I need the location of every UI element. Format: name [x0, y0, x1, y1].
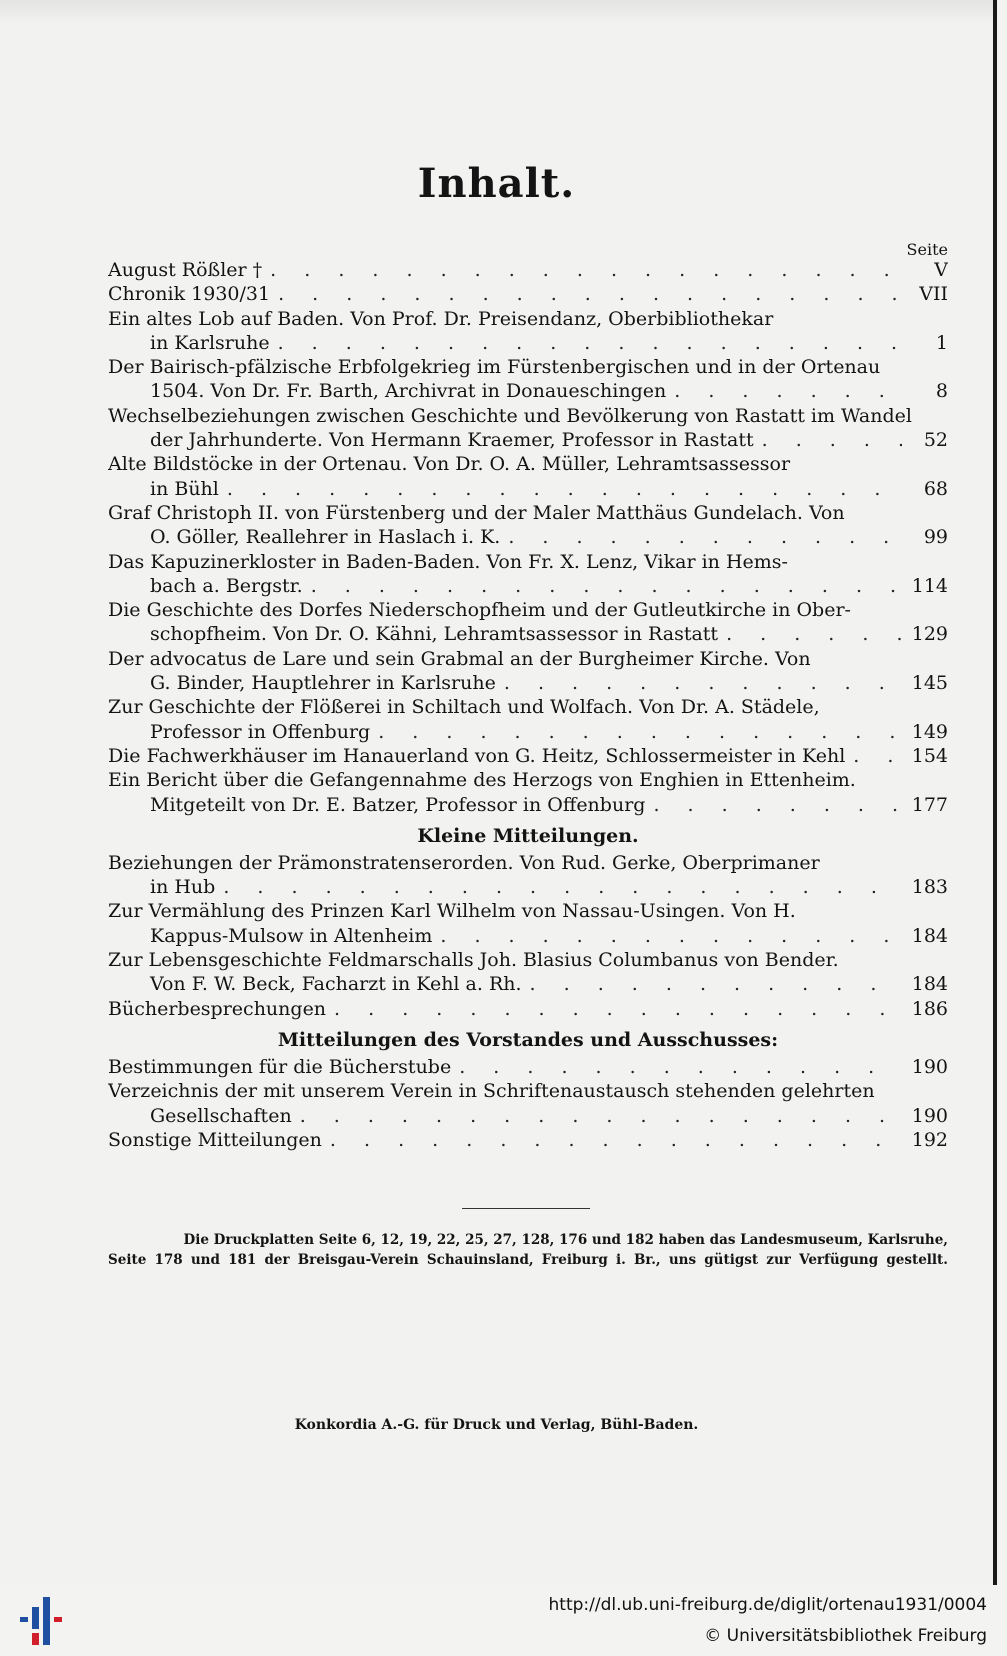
toc-entry — [108, 598, 948, 647]
leader-dots — [432, 924, 902, 948]
toc-page-number: V — [934, 259, 948, 281]
toc-entry-text: Wechselbeziehungen zwischen Geschichte und Bevölkerung von Rastatt im Wandel — [108, 404, 912, 427]
toc-entry-line — [108, 622, 948, 646]
footnote-word: Br., — [633, 1252, 661, 1268]
toc-entry-text: Zur Vermählung des Prinzen Karl Wilhelm von Nassau-Usingen. Von H. — [108, 900, 796, 923]
leader-dots — [270, 282, 902, 306]
source-url-link[interactable]: http://dl.ub.uni-freiburg.de/diglit/ortenau1931/0004 — [548, 1595, 987, 1615]
toc-entry-text: Professor in Offenburg — [150, 720, 371, 743]
footnote-word: gütigst — [704, 1252, 759, 1268]
footnote-word: Verfügung — [799, 1252, 879, 1268]
toc-entry — [108, 404, 948, 453]
toc-entry-text: Ein altes Lob auf Baden. Von Prof. Dr. Preisendanz, Oberbibliothekar — [108, 307, 774, 330]
toc-entry-line — [108, 972, 948, 996]
footnote-word: Schauinsland, — [426, 1252, 534, 1268]
toc-entry-text: Bestimmungen für die Bücherstube — [108, 1055, 452, 1078]
toc-entry — [108, 355, 948, 404]
toc-page-number: 154 — [911, 744, 948, 767]
toc-entry-line — [108, 307, 948, 331]
toc-entry-text: Sonstige Mitteilungen — [108, 1128, 322, 1151]
toc-entry-text: Bücherbesprechungen — [108, 997, 327, 1020]
toc-entry — [108, 501, 948, 550]
toc-entry — [108, 744, 948, 768]
toc-entry — [108, 1079, 948, 1128]
leader-dots — [666, 379, 902, 403]
footnote-word: zur — [766, 1252, 791, 1268]
toc-entry-text: Das Kapuzinerkloster in Baden-Baden. Von Fr. X. Lenz, Vikar in Hems- — [108, 550, 788, 573]
toc-entry-line — [108, 1055, 948, 1079]
toc-entry-text: Die Geschichte des Dorfes Niederschopfheim und der Gutleutkirche in Ober- — [108, 599, 851, 622]
footnote-word: Breisgau-Verein — [297, 1252, 419, 1268]
copyright-notice: © Universitätsbibliothek Freiburg — [704, 1626, 987, 1646]
leader-dots — [370, 720, 902, 744]
toc-entry-text: Kappus-Mulsow in Altenheim — [150, 924, 433, 947]
leader-dots — [292, 1104, 902, 1128]
toc-entry-line — [108, 477, 948, 501]
toc-entry-line — [108, 428, 948, 452]
footnote-word: 178 — [154, 1252, 183, 1268]
toc-entry-text: O. Göller, Reallehrer in Haslach i. K. — [150, 526, 501, 549]
toc-entry — [108, 851, 948, 900]
toc-entry-line — [108, 924, 948, 948]
toc-page-number: 68 — [923, 477, 948, 500]
toc-page-number: 184 — [911, 973, 948, 996]
toc-entry-line — [108, 671, 948, 695]
toc-entry-text: in Bühl — [150, 477, 219, 500]
toc-entry-text: Chronik 1930/31 — [108, 283, 271, 306]
toc-entry — [108, 258, 948, 282]
toc-entry-line — [108, 695, 948, 719]
toc-entry-text: Graf Christoph II. von Fürstenberg und der Maler Matthäus Gundelach. Von — [108, 501, 845, 524]
toc-entry-text: Zur Geschichte der Flößerei in Schiltach und Wolfach. Von Dr. A. Städele, — [108, 696, 820, 719]
leader-dots — [754, 428, 902, 452]
page-title: Inhalt. — [417, 160, 576, 207]
toc-entry-text: G. Binder, Hauptlehrer in Karlsruhe — [150, 672, 496, 695]
toc-entry-line — [108, 404, 948, 428]
toc-page-number: 145 — [911, 672, 948, 695]
toc-entry-text: schopfheim. Von Dr. O. Kähni, Lehramtsassessor in Rastatt — [150, 623, 719, 646]
toc-entry-text: Gesellschaften — [150, 1104, 292, 1127]
leader-dots — [326, 997, 902, 1021]
toc-entry-text: Ein Bericht über die Gefangennahme des Herzogs von Enghien in Ettenheim. — [108, 769, 856, 792]
toc-page-number: 1 — [935, 331, 948, 354]
toc-entry-line — [108, 501, 948, 525]
toc-entry-line — [108, 379, 948, 403]
toc-page-number: 52 — [923, 429, 948, 452]
toc-entry-line — [108, 720, 948, 744]
toc-entry-line — [108, 1079, 948, 1103]
toc-entry-line — [108, 258, 948, 282]
toc-entry-line — [108, 355, 948, 379]
toc-page-number: 190 — [911, 1104, 948, 1127]
leader-dots — [645, 793, 902, 817]
leader-dots — [718, 622, 902, 646]
leader-dots — [500, 525, 902, 549]
toc-entry-line — [108, 1104, 948, 1128]
toc-entry-text: Zur Lebensgeschichte Feldmarschalls Joh. Blasius Columbanus von Bender. — [108, 949, 839, 972]
footnote-word: 181 — [228, 1252, 257, 1268]
toc-entry-line — [108, 331, 948, 355]
small-entries — [108, 851, 948, 1021]
toc-page-number: 177 — [911, 793, 948, 816]
footnote-line-1: Die Druckplatten Seite 6, 12, 19, 22, 25, 27, 128, 176 und 182 haben das Landesmuseum, Karlsruhe, — [183, 1232, 948, 1248]
toc-entry-text: in Hub — [150, 876, 216, 899]
footnote-word: Seite — [108, 1252, 147, 1268]
footnote-word: der — [264, 1252, 290, 1268]
leader-dots — [303, 574, 902, 598]
leader-dots — [215, 875, 902, 899]
toc-entry — [108, 768, 948, 817]
toc-entry-line — [108, 875, 948, 899]
toc-entry — [108, 550, 948, 599]
page-top-shade — [0, 0, 993, 24]
leader-dots — [522, 972, 902, 996]
toc-entry-line — [108, 793, 948, 817]
toc-entry — [108, 997, 948, 1021]
leader-dots — [845, 744, 902, 768]
toc-entry-line — [108, 948, 948, 972]
toc-entry-text: bach a. Bergstr. — [150, 574, 303, 597]
toc-page-number: 149 — [911, 720, 948, 743]
toc-entry-line — [108, 768, 948, 792]
toc-entry-line — [108, 851, 948, 875]
leader-dots — [219, 477, 902, 501]
toc-page-number: 114 — [911, 574, 948, 597]
toc-page-number: 183 — [911, 876, 948, 899]
toc-entry-line — [108, 282, 948, 306]
toc-entry — [108, 307, 948, 356]
toc-entry-text: Von F. W. Beck, Facharzt in Kehl a. Rh. — [150, 973, 522, 996]
footnote-word: i. — [615, 1252, 626, 1268]
toc-entry — [108, 647, 948, 696]
toc-page-number: 190 — [911, 1055, 948, 1078]
toc-page-number: 192 — [911, 1128, 948, 1151]
toc-page-number: 184 — [911, 924, 948, 947]
toc-entry — [108, 695, 948, 744]
toc-entry-line — [108, 997, 948, 1021]
separator-rule — [462, 1208, 590, 1209]
toc-entry-text: der Jahrhunderte. Von Hermann Kraemer, Professor in Rastatt — [150, 429, 754, 452]
toc-entry — [108, 1055, 948, 1079]
footnote-word: gestellt. — [886, 1252, 948, 1268]
footnote-word: und — [190, 1252, 220, 1268]
toc-entry-line — [108, 899, 948, 923]
toc-entry-line — [108, 647, 948, 671]
toc-entry-text: in Karlsruhe — [150, 331, 270, 354]
toc-entry — [108, 282, 948, 306]
library-logo-icon — [18, 1593, 64, 1647]
page-column-header: Seite — [906, 240, 948, 259]
toc-entry — [108, 1128, 948, 1152]
footnote-word: Freiburg — [541, 1252, 608, 1268]
leader-dots — [451, 1055, 902, 1079]
toc-entry-line — [108, 574, 948, 598]
leader-dots — [270, 331, 902, 355]
leader-dots — [262, 258, 902, 282]
toc-entry-line — [108, 744, 948, 768]
section-heading-board: Mitteilungen des Vorstandes und Ausschusses: — [277, 1028, 779, 1051]
toc-entry — [108, 899, 948, 948]
toc-page-number: 129 — [911, 623, 948, 646]
toc-entry-text: Der Bairisch-pfälzische Erbfolgekrieg im Fürstenbergischen und in der Ortenau — [108, 356, 881, 379]
footnote-line-2 — [108, 1250, 948, 1270]
toc-entry-line — [108, 550, 948, 574]
toc-entry-line — [108, 525, 948, 549]
leader-dots — [496, 671, 902, 695]
toc-entry-line — [108, 452, 948, 476]
toc-entry-text: Alte Bildstöcke in der Ortenau. Von Dr. O. A. Müller, Lehramtsassessor — [108, 453, 791, 476]
toc-entry-text: Die Fachwerkhäuser im Hanauerland von G. Heitz, Schlossermeister in Kehl — [108, 744, 846, 767]
main-entries — [108, 258, 948, 817]
footnote-word: uns — [668, 1252, 697, 1268]
toc-entry-text: Mitgeteilt von Dr. E. Batzer, Professor in Offenburg — [150, 793, 646, 816]
toc-page-number: VII — [919, 283, 948, 306]
toc-entry-text: Der advocatus de Lare und sein Grabmal an der Burgheimer Kirche. Von — [108, 647, 811, 670]
toc-page-number: 186 — [911, 997, 948, 1020]
leader-dots — [322, 1128, 902, 1152]
toc-page-number: 99 — [923, 526, 948, 549]
toc-entry-line — [108, 598, 948, 622]
section-heading-small: Kleine Mitteilungen. — [417, 824, 639, 847]
board-entries — [108, 1055, 948, 1152]
toc-entry-text: Verzeichnis der mit unserem Verein in Schriftenaustausch stehenden gelehrten — [108, 1080, 875, 1103]
table-of-contents — [108, 258, 948, 1152]
toc-entry-text: 1504. Von Dr. Fr. Barth, Archivrat in Donaueschingen — [150, 380, 667, 403]
toc-entry-text: August Rößler † — [108, 259, 263, 281]
footnote — [108, 1230, 948, 1270]
toc-page-number: 8 — [935, 380, 948, 403]
toc-entry-line — [108, 1128, 948, 1152]
toc-entry — [108, 452, 948, 501]
publisher-imprint: Konkordia A.-G. für Druck und Verlag, Bühl-Baden. — [294, 1417, 699, 1433]
toc-entry — [108, 948, 948, 997]
toc-entry-text: Beziehungen der Prämonstratenserorden. Von Rud. Gerke, Oberprimaner — [108, 851, 820, 874]
